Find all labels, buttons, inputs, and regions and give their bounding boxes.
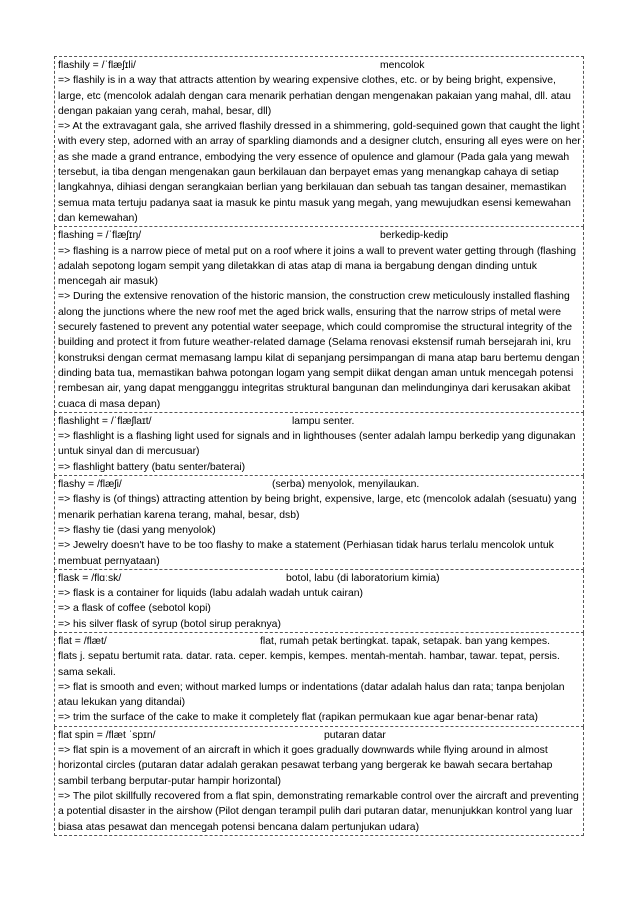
entry-term: flashy = /flæʃi/ (58, 479, 122, 491)
entry-meaning: flat, rumah petak bertingkat. tapak, setapak. ban yang kempes. (260, 635, 550, 647)
entry-header (58, 634, 581, 649)
entry-meaning: mencolok (380, 60, 425, 71)
entry-meaning: berkedip-kedip (380, 230, 449, 242)
entry-meaning: putaran datar (324, 729, 386, 741)
entry-line: => trim the surface of the cake to make it completely flat (rapikan permukaan kue agar benar-benar rata) (58, 712, 538, 724)
entry-line: => Jewelry doesn't have to be too flashy to make a statement (Perhiasan tidak harus terlalu mencolok untuk membuat pernyataan) (58, 540, 554, 567)
entry-meaning: (serba) menyolok, menyilaukan. (272, 479, 420, 491)
entry-meaning: lampu senter. (292, 415, 355, 427)
entry-header (58, 477, 581, 492)
entry-meaning: botol, labu (di laboratorium kimia) (286, 572, 440, 584)
entry-header (58, 571, 581, 586)
entry-line: => The pilot skillfully recovered from a flat spin, demonstrating remarkable control over the aircraft and preventing a potential disaster in the airshow (Pilot dengan terampil pulih dari putaran datar, menunjukkan kontrol yang luar biasa atas pesawat dan mencegah potensi bencana dalam pertunjukan udara) (58, 790, 579, 833)
entry-line: => flat is smooth and even; without marked lumps or indentations (datar adalah halus dan rata; tanpa benjolan atau lekukan yang ditandai) (58, 681, 565, 709)
entry-line: => During the extensive renovation of the historic mansion, the construction crew meticulously installed flashing along the junctions where the new roof met the aged brick walls, ensuring that the narrow strips of metal were securely fastened to prevent any potential water seepage, which could compromise the structural integrity of the building and protect it from future weather-related damage (Selama renovasi ekstensif rumah bersejarah ini, kru konstruksi dengan cermat memasang lampu kilat di sepanjang persimpangan di mana atap baru bertemu dengan dinding bata tua, memastikan bahwa potongan logam yang sempit diikat dengan aman untuk mencegah potensi rembesan air, yang dapat mengganggu integritas struktural bangunan dan melindunginya dari kerusakan akibat cuaca di masa depan) (58, 291, 580, 410)
entry-line: => flashy tie (dasi yang menyolok) (58, 524, 216, 536)
entry-header (58, 228, 581, 243)
entry-header (58, 414, 581, 429)
vocabulary-document (54, 56, 584, 836)
entry-line: => flashily is in a way that attracts attention by wearing expensive clothes, etc. or by being bright, expensive, large, etc (mencolok adalah dengan cara menarik perhatian dengan mengenakan pakaian yang mahal, dll. atau dengan pakaian yang cerah, mahal, besar, dll) (58, 75, 571, 117)
entry-line: => flashlight is a flashing light used for signals and in lighthouses (senter adalah lampu berkedip yang digunakan untuk sinyal dan di mercusuar) (58, 431, 576, 458)
entry-term: flashlight = /ˈflæʃlaɪt/ (58, 415, 152, 427)
entry-flat (54, 633, 584, 727)
entry-flashy (54, 476, 584, 570)
entry-line: flats j. sepatu bertumit rata. datar. rata. ceper. kempis, kempes. mentah-mentah. hambar, tawar. tepat, persis. sama sekali. (58, 651, 560, 678)
entry-line: => flashy is (of things) attracting attention by being bright, expensive, large, etc (mencolok adalah (sesuatu) yang menarik perhatian karena terang, mahal, besar, dsb) (58, 494, 577, 521)
entry-flask (54, 570, 584, 633)
entry-header (58, 58, 581, 73)
entry-line: => a flask of coffee (sebotol kopi) (58, 603, 211, 615)
entry-flat-spin (54, 727, 584, 836)
entry-line: => flat spin is a movement of an aircraft in which it goes gradually downwards while flying around in almost horizontal circles (putaran datar adalah gerakan pesawat terbang yang bergerak ke bawah secara bertahap sambil terbang berputar-putar hampir horizontal) (58, 745, 553, 787)
entry-line: => flask is a container for liquids (labu adalah wadah untuk cairan) (58, 588, 363, 600)
entry-term: flat spin = /flæt ˈspɪn/ (58, 729, 156, 741)
entry-header (58, 728, 581, 743)
entry-line: => At the extravagant gala, she arrived flashily dressed in a shimmering, gold-sequined gown that caught the light with every step, adorned with an array of sparkling diamonds and a designer clutch, ensuring all eyes were on her as she made a grand entrance, embodying the very essence of opulence and glamour (Pada gala yang mewah tersebut, ia tiba dengan mengenakan gaun berkilauan dan berpayet emas yang menangkap cahaya di setiap langkahnya, dihiasi dengan serangkaian berlian yang berkilauan dan sebuah tas tangan desainer, memastikan semua mata tertuju padanya saat ia masuk ke pintu masuk yang megah, yang mewujudkan esensi kemewahan dan kemewahan) (58, 121, 581, 224)
entry-flashily (54, 56, 584, 227)
entry-line: => flashlight battery (batu senter/baterai) (58, 461, 246, 473)
entry-flashing (54, 227, 584, 413)
entry-term: flask = /flɑːsk/ (58, 572, 122, 584)
entry-line: => flashing is a narrow piece of metal put on a roof where it joins a wall to prevent water getting through (flashing adalah sepotong logam sempit yang diletakkan di atas atap di mana ia bergabung dengan dinding untuk mencegah air masuk) (58, 245, 577, 288)
entry-term: flat = /flæt/ (58, 635, 107, 647)
entry-line: => his silver flask of syrup (botol sirup peraknya) (58, 618, 281, 630)
entry-term: flashing = /ˈflæʃɪŋ/ (58, 230, 142, 242)
entry-term: flashily = /ˈflæʃɪli/ (58, 60, 136, 71)
entry-flashlight (54, 413, 584, 476)
